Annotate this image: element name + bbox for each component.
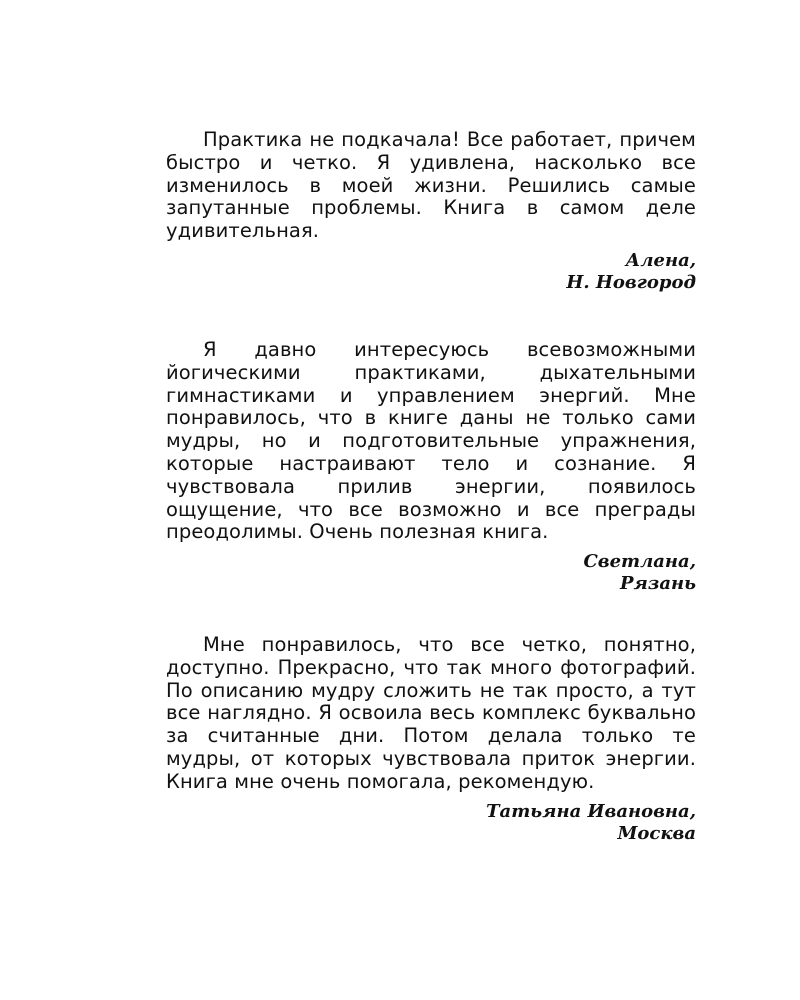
testimonial-2: [166, 339, 696, 595]
author-name: Татьяна Ивановна,: [486, 800, 696, 822]
author-name: Алена,: [625, 249, 696, 271]
testimonial-text: Мне понравилось, что все четко, понятно, доступно. Прекрасно, что так много фотографий. По описанию мудру сложить не так просто, а тут все наглядно. Я освоила весь комплекс буквально за считанные дни. Потом делала только те мудры, от которых чувствовала приток энергии. Книга мне очень помогала, рекомендую.: [166, 633, 696, 793]
testimonial-signature: [166, 801, 696, 845]
author-name: Светлана,: [583, 551, 696, 573]
author-city: Н. Новгород: [566, 271, 696, 293]
author-city: Рязань: [619, 573, 696, 595]
testimonial-3: [166, 634, 696, 845]
testimonial-signature: [166, 551, 696, 595]
testimonial-text: Практика не подкачала! Все работает, причем быстро и четко. Я удивлена, насколько все изменилось в моей жизни. Решились самые запутанные проблемы. Книга в самом деле удивительная.: [166, 128, 696, 243]
testimonial-signature: [166, 250, 696, 294]
author-city: Москва: [617, 822, 696, 844]
testimonial-1: [166, 129, 696, 294]
testimonial-text: Я давно интересуюсь всевозможными йогическими практиками, дыхательными гимнастиками и управлением энергий. Мне понравилось, что в книге даны не только сами мудры, но и подготовительные упражнения, которые настраивают тело и сознание. Я чувствовала прилив энергии, появилось ощущение, что все возможно и все преграды преодолимы. Очень полезная книга.: [166, 338, 696, 544]
